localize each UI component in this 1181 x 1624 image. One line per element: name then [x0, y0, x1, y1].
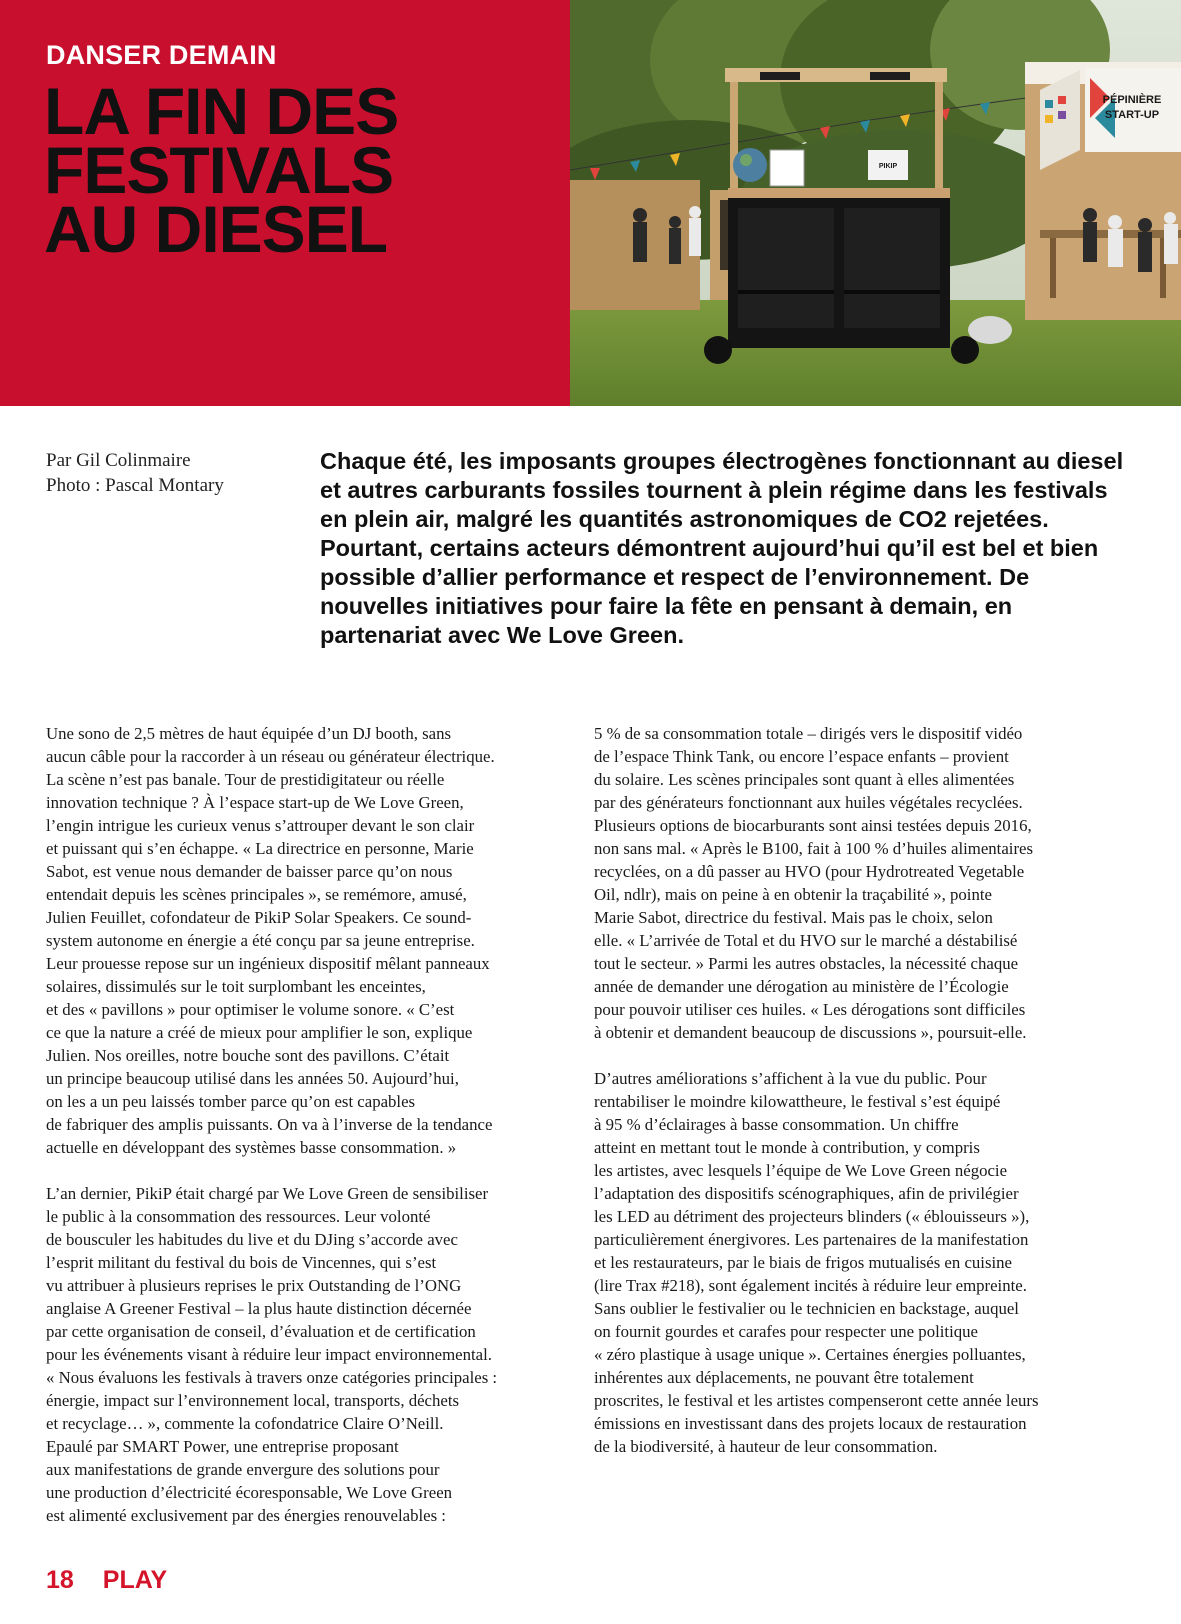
- body-text-line: L’an dernier, PikiP était chargé par We Love Green de sensibiliser: [46, 1184, 489, 1203]
- photo-credit: Photo : Pascal Montary: [46, 475, 224, 496]
- body-text-line: à obtenir et demandent beaucoup de discussions », poursuit-elle.: [594, 1023, 1027, 1042]
- body-text-line: actuelle en développant des systèmes basse consommation. »: [46, 1138, 457, 1157]
- body-text-line: rentabiliser le moindre kilowattheure, le festival s’est équipé: [594, 1092, 1001, 1111]
- body-column-left: [46, 722, 551, 1527]
- body-text-line: atteint en mettant tout le monde à contribution, y compris: [594, 1138, 980, 1157]
- lead-paragraph: Chaque été, les imposants groupes électrogènes fonctionnant au diesel et autres carburants fossiles tournent à plein régime dans les festivals en plein air, malgré les quantités astronomiques de CO2 rejetées. Pourtant, certains acteurs démontrent aujourd’hui qu’il est bel et bien possible d’allier performance et respect de l’environnement. De nouvelles initiatives pour faire la fête en pensant à demain, en partenariat avec We Love Green.: [320, 448, 1124, 648]
- body-text-line: Marie Sabot, directrice du festival. Mais pas le choix, selon: [594, 908, 993, 927]
- body-text-line: Julien Feuillet, cofondateur de PikiP Solar Speakers. Ce sound-: [46, 908, 472, 927]
- body-text-line: Sans oublier le festivalier ou le technicien en backstage, auquel: [594, 1299, 1019, 1318]
- body-text-line: Epaulé par SMART Power, une entreprise proposant: [46, 1437, 399, 1456]
- body-text-line: recyclées, on a dû passer au HVO (pour Hydrotreated Vegetable: [594, 862, 1025, 881]
- body-text-line: l’esprit militant du festival du bois de Vincennes, qui s’est: [46, 1253, 437, 1272]
- body-text-line: le public à la consommation des ressources. Leur volonté: [46, 1207, 431, 1226]
- kiosk-sign-line: PÉPINIÈRE: [1102, 94, 1162, 106]
- paragraph-break: [46, 1159, 551, 1182]
- body-text-line: innovation technique ? À l’espace start-up de We Love Green,: [46, 793, 464, 812]
- body-text-line: de l’espace Think Tank, ou encore l’espace enfants – provient: [594, 747, 1009, 766]
- body-text-line: proscrites, le festival et les artistes compenseront cette année leurs: [594, 1391, 1039, 1410]
- body-text-line: inhérentes aux déplacements, ne pouvant être totalement: [594, 1368, 974, 1387]
- body-text-line: ce que la nature a créé de mieux pour amplifier le son, explique: [46, 1023, 473, 1042]
- body-text-line: Oil, ndlr), mais on peine à en obtenir la traçabilité », pointe: [594, 885, 992, 904]
- body-column-right: [594, 722, 1099, 1458]
- body-text-line: les LED au détriment des projecteurs blinders (« éblouisseurs »),: [594, 1207, 1030, 1226]
- article-title: [44, 74, 399, 266]
- body-text-line: de la biodiversité, à hauteur de leur consommation.: [594, 1437, 938, 1456]
- body-text-line: émissions en investissant dans des projets locaux de restauration: [594, 1414, 1027, 1433]
- body-text-line: anglaise A Greener Festival – la plus haute distinction décernée: [46, 1299, 472, 1318]
- body-text-line: par des générateurs fonctionnant aux huiles végétales recyclées.: [594, 793, 1023, 812]
- festival-photo-illustration: [570, 0, 1181, 406]
- title-line: FESTIVALS: [44, 133, 394, 207]
- body-text-line: l’adaptation des dispositifs scénographiques, afin de privilégier: [594, 1184, 1019, 1203]
- page-footer: [46, 1566, 167, 1595]
- paragraph-break: [594, 1044, 1099, 1067]
- body-text-line: à 95 % d’éclairages à basse consommation. Un chiffre: [594, 1115, 959, 1134]
- festival-photo: [570, 0, 1181, 406]
- body-text-line: Une sono de 2,5 mètres de haut équipée d’un DJ booth, sans: [46, 724, 451, 743]
- section-name: PLAY: [102, 1566, 168, 1594]
- title-line: LA FIN DES: [44, 74, 399, 148]
- page-number: 18: [46, 1566, 74, 1594]
- body-text-line: solaires, dissimulés sur le toit surplombant les enceintes,: [46, 977, 426, 996]
- body-text-line: aux manifestations de grande envergure des solutions pour: [46, 1460, 440, 1479]
- author-credit: Par Gil Colinmaire: [46, 450, 191, 471]
- body-text-line: une production d’électricité écoresponsable, We Love Green: [46, 1483, 453, 1502]
- body-text-line: (lire Trax #218), sont également incités à réduire leur empreinte.: [594, 1276, 1027, 1295]
- body-text-line: de fabriquer des amplis puissants. On va à l’inverse de la tendance: [46, 1115, 493, 1134]
- body-text-line: on les a un peu laissés tomber parce qu’on est capables: [46, 1092, 416, 1111]
- body-text-line: Leur prouesse repose sur un ingénieux dispositif mêlant panneaux: [46, 954, 490, 973]
- body-text-line: de bousculer les habitudes du live et du DJing s’accorde avec: [46, 1230, 458, 1249]
- body-text-line: entendait depuis les scènes principales », se remémore, amusé,: [46, 885, 467, 904]
- body-text-line: 5 % de sa consommation totale – dirigés vers le dispositif vidéo: [594, 724, 1023, 743]
- body-text-line: on fournit gourdes et carafes pour respecter une politique: [594, 1322, 978, 1341]
- body-text-line: les artistes, avec lesquels l’équipe de We Love Green négocie: [594, 1161, 1008, 1180]
- body-text-line: aucun câble pour la raccorder à un réseau ou générateur électrique.: [46, 747, 495, 766]
- body-text-line: « Nous évaluons les festivals à travers onze catégories principales :: [46, 1368, 498, 1387]
- body-text-line: Plusieurs options de biocarburants sont ainsi testées depuis 2016,: [594, 816, 1032, 835]
- body-text-line: et puissant qui s’en échappe. « La directrice en personne, Marie: [46, 839, 474, 858]
- body-text-line: non sans mal. « Après le B100, fait à 100 % d’huiles alimentaires: [594, 839, 1034, 858]
- body-text-line: un principe beaucoup utilisé dans les années 50. Aujourd’hui,: [46, 1069, 459, 1088]
- body-text-line: tout le secteur. » Parmi les autres obstacles, la nécessité chaque: [594, 954, 1019, 973]
- body-text-line: La scène n’est pas banale. Tour de prestidigitateur ou réelle: [46, 770, 445, 789]
- body-text-line: pour pouvoir utiliser ces huiles. « Les dérogations sont difficiles: [594, 1000, 1026, 1019]
- body-text-line: Sabot, est venue nous demander de baisser parce qu’on nous: [46, 862, 453, 881]
- body-text-line: par cette organisation de conseil, d’évaluation et de certification: [46, 1322, 476, 1341]
- section-kicker: DANSER DEMAIN: [46, 40, 277, 70]
- body-text-line: D’autres améliorations s’affichent à la vue du public. Pour: [594, 1069, 987, 1088]
- body-text-line: vu attribuer à plusieurs reprises le prix Outstanding de l’ONG: [46, 1276, 462, 1295]
- byline: [46, 448, 224, 498]
- body-text-line: énergie, impact sur l’environnement local, transports, déchets: [46, 1391, 460, 1410]
- body-text-line: année de demander une dérogation au ministère de l’Écologie: [594, 977, 1009, 996]
- body-text-line: et les restaurateurs, par le biais de frigos mutualisés en cuisine: [594, 1253, 1012, 1272]
- body-text-line: « zéro plastique à usage unique ». Certaines énergies polluantes,: [594, 1345, 1026, 1364]
- body-text-line: particulièrement énergivores. Les partenaires de la manifestation: [594, 1230, 1029, 1249]
- body-text-line: et recyclage… », commente la cofondatrice Claire O’Neill.: [46, 1414, 444, 1433]
- title-line: AU DIESEL: [44, 192, 388, 266]
- body-text-line: pour les événements visant à réduire leur impact environnemental.: [46, 1345, 492, 1364]
- body-text-line: est alimenté exclusivement par des énergies renouvelables :: [46, 1506, 446, 1525]
- speaker-brand-label: PIKIP: [878, 163, 898, 170]
- body-text-line: system autonome en énergie a été conçu par sa jeune entreprise.: [46, 931, 475, 950]
- body-text-line: elle. « L’arrivée de Total et du HVO sur le marché a déstabilisé: [594, 931, 1018, 950]
- body-text-line: et des « pavillons » pour optimiser le volume sonore. « C’est: [46, 1000, 455, 1019]
- body-text-line: l’engin intrigue les curieux venus s’attrouper devant le son clair: [46, 816, 475, 835]
- header-red-panel: [0, 0, 570, 406]
- body-text-line: du solaire. Les scènes principales sont quant à elles alimentées: [594, 770, 1015, 789]
- body-text-line: Julien. Nos oreilles, notre bouche sont des pavillons. C’était: [46, 1046, 450, 1065]
- kiosk-sign-line: START-UP: [1104, 109, 1160, 121]
